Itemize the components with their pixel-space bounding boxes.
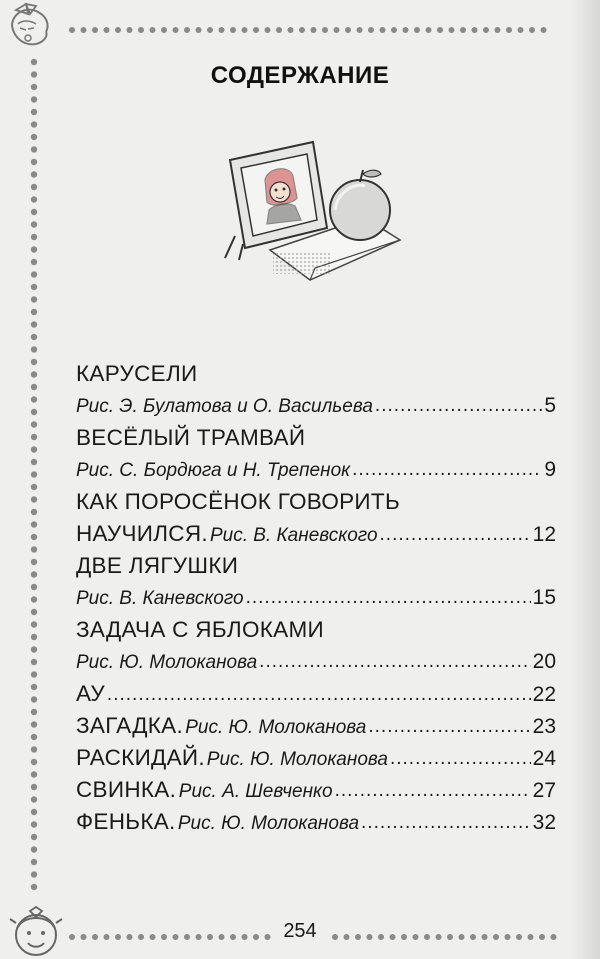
border-dot [31, 109, 37, 115]
border-dot [31, 321, 37, 327]
border-dot [127, 27, 133, 33]
border-dot [31, 559, 37, 565]
border-dot [31, 259, 37, 265]
toc-entry-title: КАРУСЕЛИ [76, 361, 198, 386]
border-dot [31, 634, 37, 640]
border-dot [506, 27, 512, 33]
border-dot [31, 221, 37, 227]
toc-entry-page: 5 [544, 394, 556, 417]
border-dot [31, 871, 37, 877]
toc-entry[interactable] [76, 742, 556, 774]
border-dot [242, 27, 248, 33]
toc-entry-page: 23 [532, 715, 556, 738]
border-dot [31, 446, 37, 452]
border-dot [196, 27, 202, 33]
border-dot [31, 759, 37, 765]
border-dot [541, 27, 547, 33]
border-dot [31, 234, 37, 240]
border-dot [138, 27, 144, 33]
border-dot [69, 27, 75, 33]
dot-leader [352, 454, 542, 486]
border-dot [31, 596, 37, 602]
toc-entry[interactable] [76, 358, 556, 422]
toc-entry[interactable] [76, 486, 556, 550]
border-dot [115, 27, 121, 33]
border-dot [207, 27, 213, 33]
border-dot [31, 884, 37, 890]
border-dot [31, 284, 37, 290]
dot-leader [368, 711, 530, 743]
border-dot [31, 484, 37, 490]
border-dot [31, 459, 37, 465]
border-dot [81, 27, 87, 33]
border-dot [31, 734, 37, 740]
border-dot [31, 721, 37, 727]
border-dot [150, 27, 156, 33]
border-dot [31, 434, 37, 440]
border-dot [92, 27, 98, 33]
dot-leader [259, 646, 530, 678]
border-dot [449, 27, 455, 33]
toc-entry-page: 9 [544, 458, 556, 481]
border-dot [483, 27, 489, 33]
border-dot [31, 96, 37, 102]
toc-entry-credit: Рис. Ю. Молоканова [185, 717, 367, 738]
border-dot [31, 571, 37, 577]
border-dot [334, 27, 340, 33]
dot-leader [380, 519, 531, 551]
border-dot [104, 27, 110, 33]
border-dot [31, 746, 37, 752]
toc-entry-page: 15 [532, 586, 556, 609]
border-dot [437, 27, 443, 33]
toc-entry-page: 24 [532, 747, 556, 770]
border-dot [31, 409, 37, 415]
border-dot [495, 27, 501, 33]
border-dot [265, 27, 271, 33]
toc-entry-page: 12 [532, 523, 556, 546]
toc-entry-page: 32 [532, 811, 556, 834]
border-dot [31, 771, 37, 777]
toc-entry-title: ФЕНЬКА. [76, 809, 176, 834]
toc-entry[interactable] [76, 774, 556, 806]
border-dot [345, 27, 351, 33]
border-dot [31, 709, 37, 715]
border-dot [31, 196, 37, 202]
border-dot [31, 809, 37, 815]
border-dot [31, 521, 37, 527]
border-dot [368, 27, 374, 33]
border-dot [31, 209, 37, 215]
border-dot [357, 27, 363, 33]
toc-entry-title: КАК ПОРОСЁНОК ГОВОРИТЬ [76, 489, 401, 514]
border-dot [31, 384, 37, 390]
toc-entry[interactable] [76, 806, 556, 838]
toc-entry-title: ДВЕ ЛЯГУШКИ [76, 553, 239, 578]
border-dot [31, 859, 37, 865]
border-dot [31, 509, 37, 515]
border-dot [426, 27, 432, 33]
border-dot [31, 471, 37, 477]
girl-face-corner-icon [6, 2, 62, 50]
border-dot [31, 784, 37, 790]
toc-entry-title-continued: НАУЧИЛСЯ. [76, 521, 208, 546]
toc-entry-title: ЗАГАДКА. [76, 713, 184, 738]
border-dot [31, 821, 37, 827]
border-dot [31, 546, 37, 552]
toc-entry-credit: Рис. Ю. Молоканова [206, 749, 388, 770]
toc-entry[interactable] [76, 422, 556, 486]
border-dot [31, 684, 37, 690]
border-dot [31, 496, 37, 502]
toc-entry-title: ЗАДАЧА С ЯБЛОКАМИ [76, 617, 324, 642]
border-dot [31, 421, 37, 427]
toc-entry-credit: Рис. В. Каневского [76, 588, 244, 609]
border-dot [403, 27, 409, 33]
toc-entry-title: СВИНКА. [76, 777, 177, 802]
toc-entry[interactable] [76, 550, 556, 614]
toc-entry[interactable] [76, 710, 556, 742]
border-dot [31, 309, 37, 315]
border-dot [173, 27, 179, 33]
border-dot [31, 134, 37, 140]
border-dot [31, 246, 37, 252]
border-dot [31, 121, 37, 127]
border-dot [472, 27, 478, 33]
border-dot [161, 27, 167, 33]
border-dot [299, 27, 305, 33]
page-title: СОДЕРЖАНИЕ [210, 62, 390, 89]
border-dot [311, 27, 317, 33]
border-dot [31, 296, 37, 302]
page-number: 254 [283, 920, 317, 942]
border-dot [31, 271, 37, 277]
toc-entry-credit: Рис. В. Каневского [209, 525, 378, 546]
border-dot [518, 27, 524, 33]
border-dot [31, 609, 37, 615]
border-dot [31, 146, 37, 152]
toc-entry[interactable] [76, 614, 556, 678]
border-dot [31, 621, 37, 627]
border-dot [31, 846, 37, 852]
border-dot [31, 534, 37, 540]
border-dot [322, 27, 328, 33]
border-dot [31, 396, 37, 402]
dot-leader [107, 679, 531, 711]
border-dot [31, 334, 37, 340]
border-dot [31, 346, 37, 352]
toc-entry-page: 27 [532, 779, 556, 802]
border-dot [31, 159, 37, 165]
toc-entry-page: 22 [532, 683, 556, 706]
dot-leader [335, 775, 531, 807]
portrait-and-apple-illustration [215, 140, 415, 290]
border-dot [253, 27, 259, 33]
border-dot [219, 27, 225, 33]
border-dot [31, 171, 37, 177]
border-dot [230, 27, 236, 33]
dot-leader [375, 390, 542, 422]
toc-entry-title: АУ [76, 681, 105, 706]
border-dot [380, 27, 386, 33]
border-dot [529, 27, 535, 33]
toc-entry-credit: Рис. С. Бордюга и Н. Трепенок [76, 460, 351, 481]
border-dot [31, 796, 37, 802]
toc-entry-credit: Рис. Ю. Молоканова [76, 652, 258, 673]
toc-entry[interactable] [76, 678, 556, 710]
border-dot [31, 696, 37, 702]
border-dot [31, 646, 37, 652]
border-dot [31, 359, 37, 365]
dot-leader [246, 582, 531, 614]
dot-leader [361, 807, 531, 839]
toc-entry-page: 20 [532, 650, 556, 673]
toc-entry-credit: Рис. Э. Булатова и О. Васильева [76, 396, 373, 417]
border-dot [31, 671, 37, 677]
toc-entry-title: ВЕСЁЛЫЙ ТРАМВАЙ [76, 425, 306, 450]
border-dot [31, 584, 37, 590]
toc-entry-credit: Рис. А. Шевченко [178, 781, 333, 802]
table-of-contents [76, 358, 556, 838]
border-dot [31, 371, 37, 377]
border-dot [184, 27, 190, 33]
border-dot [276, 27, 282, 33]
border-dot [31, 184, 37, 190]
border-dot [31, 834, 37, 840]
border-dot [31, 659, 37, 665]
border-dot [460, 27, 466, 33]
border-dot [414, 27, 420, 33]
border-dot [391, 27, 397, 33]
toc-entry-credit: Рис. Ю. Молоканова [177, 813, 360, 834]
toc-entry-title: РАСКИДАЙ. [76, 745, 205, 770]
border-dot [288, 27, 294, 33]
dot-leader [390, 743, 531, 775]
